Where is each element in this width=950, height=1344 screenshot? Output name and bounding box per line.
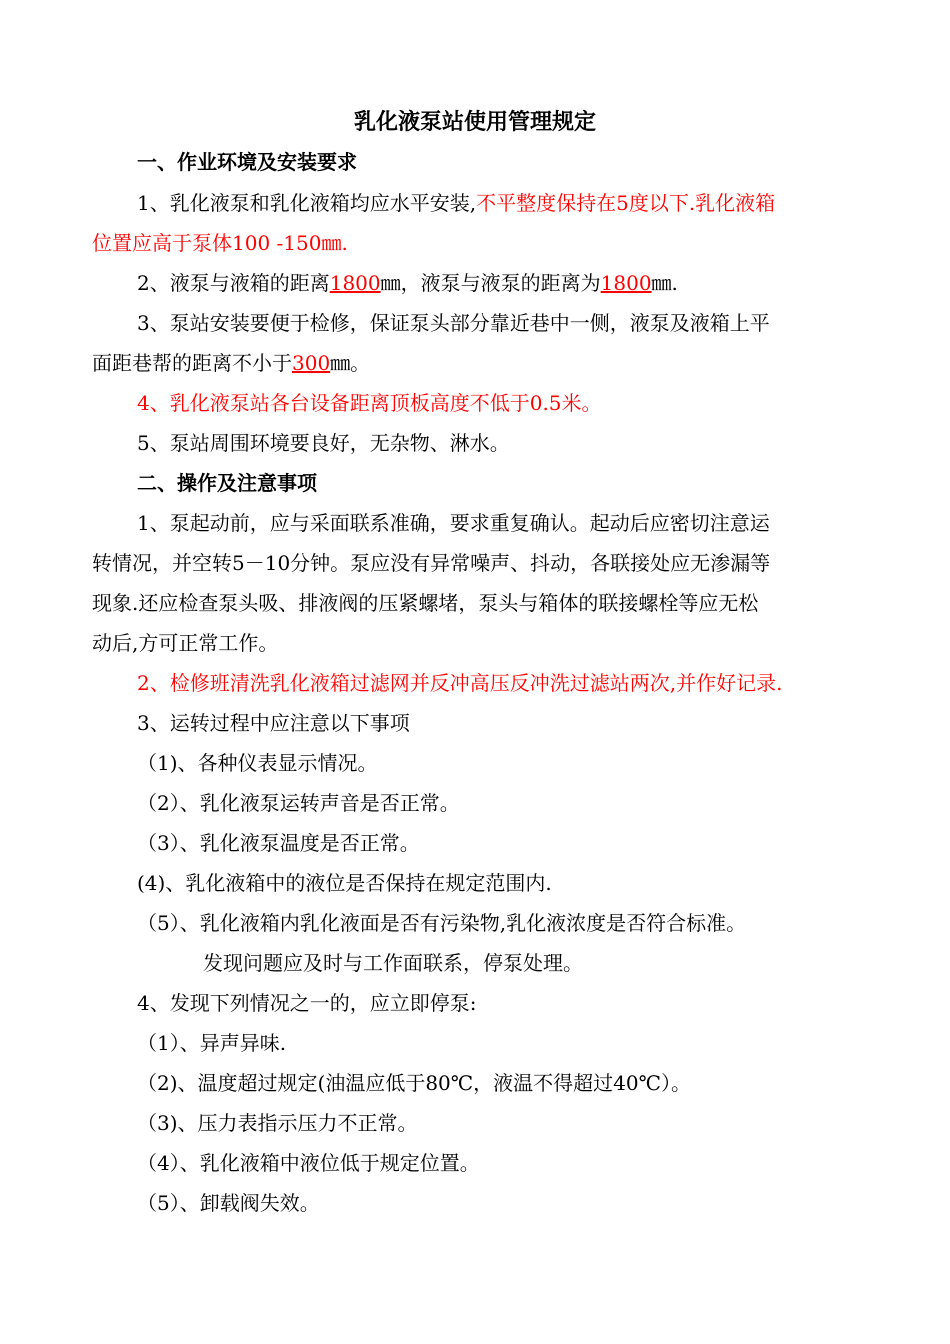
section2-item3-intro: 3、运转过程中应注意以下事项 — [137, 711, 410, 735]
section2-item3-sub4: (4)、乳化液箱中的液位是否保持在规定范围内. — [137, 871, 552, 895]
section1-item3-line1: 3、泵站安装要便于检修，保证泵头部分靠近巷中一侧，液泵及液箱上平 — [137, 311, 770, 335]
section2-item1-line2: 转情况，并空转5－10分钟。泵应没有异常噪声、抖动，各联接处应无渗漏等 — [92, 551, 771, 575]
section1-item2-c: ㎜. — [651, 271, 678, 295]
section2-item3-sub2: （2）、乳化液泵运转声音是否正常。 — [137, 791, 460, 815]
section1-item3-value: 300 — [292, 351, 331, 375]
section1-item2 — [137, 268, 917, 298]
section2-item3-note: 发现问题应及时与工作面联系，停泵处理。 — [203, 951, 583, 975]
section1-item5: 5、泵站周围环境要良好，无杂物、淋水。 — [137, 431, 510, 455]
section2-item4-sub2: （2)、温度超过规定(油温应低于80℃，液温不得超过40℃）。 — [137, 1071, 691, 1095]
section1-item1-line1 — [137, 188, 917, 218]
section1-item2-value1: 1800 — [329, 271, 381, 295]
section2-item4-sub5: （5）、卸载阀失效。 — [137, 1191, 320, 1215]
section2-item4-sub4: （4）、乳化液箱中液位低于规定位置。 — [137, 1151, 480, 1175]
section2-item3-sub3: （3）、乳化液泵温度是否正常。 — [137, 831, 420, 855]
document-title: 乳化液泵站使用管理规定 — [353, 110, 596, 135]
section1-item2-b: ㎜，液泵与液泵的距离为 — [380, 271, 601, 295]
section2-heading: 二、操作及注意事项 — [137, 471, 317, 495]
section2-item4-intro: 4、发现下列情况之一的，应立即停泵: — [137, 991, 477, 1015]
section2-item4-sub1: （1）、异声异味. — [137, 1031, 287, 1055]
section2-item1-line3: 现象.还应检查泵头吸、排液阀的压紧螺堵，泵头与箱体的联接螺栓等应无松 — [92, 591, 759, 615]
section1-item2-value2: 1800 — [600, 271, 652, 295]
section1-item3-c: ㎜。 — [330, 351, 371, 375]
section2-item2: 2、检修班清洗乳化液箱过滤网并反冲高压反冲洗过滤站两次,并作好记录. — [137, 671, 783, 695]
section1-item2-a: 2、液泵与液箱的距离 — [137, 271, 330, 295]
section2-item1-line1: 1、泵起动前，应与采面联系准确，要求重复确认。起动后应密切注意运 — [137, 511, 770, 535]
section1-item3-b: 面距巷帮的距离不小于 — [92, 351, 292, 375]
section2-item3-sub1: （1)、各种仪表显示情况。 — [137, 751, 378, 775]
section2-item4-sub3: （3)、压力表指示压力不正常。 — [137, 1111, 418, 1135]
section1-heading: 一、作业环境及安装要求 — [137, 150, 357, 174]
section1-item1-line2: 位置应高于泵体100 -150㎜. — [92, 231, 348, 255]
section1-item4: 4、乳化液泵站各台设备距离顶板高度不低于0.5米。 — [137, 391, 602, 415]
section1-item1-red-a: 不平整度保持在5度以下.乳化液箱 — [476, 191, 776, 215]
section2-item3-sub5: （5）、乳化液箱内乳化液面是否有污染物,乳化液浓度是否符合标准。 — [137, 911, 747, 935]
section1-item3-line2 — [92, 348, 872, 378]
section1-item1-text: 1、乳化液泵和乳化液箱均应水平安装, — [137, 191, 477, 215]
section2-item1-line4: 动后,方可正常工作。 — [92, 631, 279, 655]
